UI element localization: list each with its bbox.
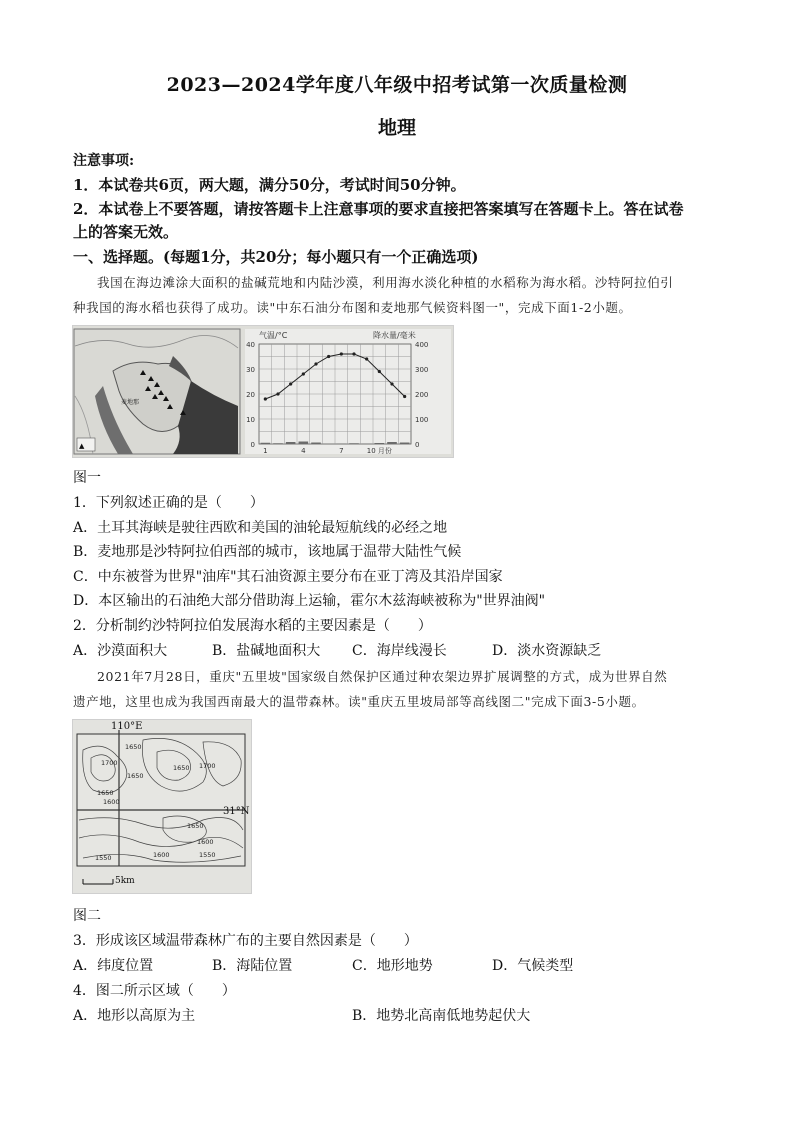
precipitation-bar: [273, 443, 283, 444]
contour-label: 1650: [127, 772, 144, 780]
map-city-label: 麦地那: [121, 399, 140, 406]
q2-stem: 2．分析制约沙特阿拉伯发展海水稻的主要因素是（ ）: [73, 618, 432, 634]
chart-x-tick-label: 1: [263, 447, 268, 455]
chart-left-tick-label: 0: [250, 441, 255, 449]
passage-1-line-2: 种我国的海水稻也获得了成功。读"中东石油分布图和麦地那气候资料图一"，完成下面1-2小题。: [73, 300, 632, 315]
temperature-point: [264, 397, 267, 400]
scale-label: 5km: [115, 876, 135, 886]
q3-option-c[interactable]: C．地形地势: [352, 958, 433, 974]
q1-option-d[interactable]: D．本区输出的石油绝大部分借助海上运输，霍尔木兹海峡被称为"世界油阀": [73, 593, 546, 609]
contour-label: 1650: [97, 789, 114, 797]
latitude-label: 31°N: [223, 806, 250, 817]
longitude-label: 110°E: [111, 721, 143, 732]
passage-2-line-1: 2021年7月28日，重庆"五里坡"国家级自然保护区通过种农架边界扩展调整的方式，成为世界自然: [97, 669, 668, 684]
passage-1-line-1: 我国在海边滩涂大面积的盐碱荒地和内陆沙漠，利用海水淡化种植的水稻称为海水稻。沙特阿拉伯引: [97, 275, 674, 290]
q2-option-c[interactable]: C．海岸线漫长: [352, 643, 447, 659]
chart-right-tick-label: 300: [415, 366, 429, 374]
chart-right-axis-title: 降水量/毫米: [373, 331, 416, 340]
q2-option-b[interactable]: B．盐碱地面积大: [212, 643, 321, 659]
precipitation-bar: [311, 443, 321, 445]
q3-option-a[interactable]: A．纬度位置: [73, 958, 154, 974]
notes-heading: 注意事项:: [73, 153, 135, 169]
chart-left-tick-label: 30: [246, 366, 255, 374]
notes-item-1: 1．本试卷共6页，两大题，满分50分，考试时间50分钟。: [73, 176, 466, 194]
precipitation-bar: [261, 443, 271, 444]
figure-1-svg: [73, 326, 453, 457]
q3-option-d[interactable]: D．气候类型: [492, 958, 574, 974]
figure-1-caption: 图一: [73, 470, 101, 486]
contour-label: 1650: [173, 764, 190, 772]
passage-2-line-2: 遗产地，这里也成为我国西南最大的温带森林。读"重庆五里坡局部等高线图二"完成下面3-5小题。: [73, 694, 645, 709]
chart-left-tick-label: 20: [246, 391, 255, 399]
subject-title: 地理: [377, 117, 416, 139]
contour-label: 1700: [199, 762, 216, 770]
chart-x-tick-label: 7: [339, 447, 344, 455]
temperature-point: [289, 382, 292, 385]
notes-item-2-line-2: 上的答案无效。: [73, 223, 179, 241]
q4-stem: 4．图二所示区域（ ）: [73, 983, 236, 999]
contour-label: 1550: [95, 854, 112, 862]
temperature-point: [365, 357, 368, 360]
temperature-point: [403, 395, 406, 398]
figure-2-caption: 图二: [73, 908, 101, 924]
precipitation-bar: [337, 444, 347, 445]
exam-title: 2023—2024学年度八年级中招考试第一次质量检测: [166, 74, 628, 96]
map-legend-symbol: ▲: [79, 442, 85, 450]
q4-option-a[interactable]: A．地形以高原为主: [73, 1008, 196, 1024]
chart-right-tick-label: 200: [415, 391, 429, 399]
contour-label: 1600: [153, 851, 170, 859]
q4-option-b[interactable]: B．地势北高南低地势起伏大: [352, 1008, 531, 1024]
precipitation-bar: [375, 443, 385, 444]
temperature-point: [314, 362, 317, 365]
temperature-point: [276, 392, 279, 395]
temperature-point: [378, 370, 381, 373]
temperature-point: [302, 372, 305, 375]
chart-left-tick-label: 10: [246, 416, 255, 424]
section-heading: 一、选择题。(每题1分，共20分；每小题只有一个正确选项): [73, 248, 479, 266]
temperature-point: [352, 352, 355, 355]
chart-left-axis-title: 气温/°C: [259, 331, 288, 340]
q1-option-c[interactable]: C．中东被誉为世界"油库"其石油资源主要分布在亚丁湾及其沿岸国家: [73, 569, 503, 585]
precipitation-bar: [387, 442, 397, 444]
q3-option-b[interactable]: B．海陆位置: [212, 958, 293, 974]
precipitation-bar: [400, 443, 410, 445]
temperature-point: [390, 382, 393, 385]
chart-right-tick-label: 0: [415, 441, 420, 449]
figure-1: [72, 325, 454, 458]
chart-right-tick-label: 100: [415, 416, 429, 424]
q1-option-b[interactable]: B．麦地那是沙特阿拉伯西部的城市，该地属于温带大陆性气候: [73, 544, 462, 560]
temperature-point: [327, 355, 330, 358]
chart-right-tick-label: 400: [415, 341, 429, 349]
q3-stem: 3．形成该区域温带森林广布的主要自然因素是（ ）: [73, 933, 418, 949]
q1-stem: 1．下列叙述正确的是（ ）: [73, 495, 264, 511]
figure-2-svg: [73, 720, 251, 893]
contour-label: 1650: [187, 822, 204, 830]
temperature-point: [340, 352, 343, 355]
chart-x-tick-label: 4: [301, 447, 306, 455]
notes-item-2-line-1: 2．本试卷上不要答题，请按答题卡上注意事项的要求直接把答案填写在答题卡上。答在试卷: [73, 200, 684, 218]
precipitation-bar: [349, 443, 359, 444]
contour-label: 1600: [103, 798, 120, 806]
contour-label: 1700: [101, 759, 118, 767]
figure-2: [72, 719, 252, 894]
contour-label: 1550: [199, 851, 216, 859]
chart-x-tick-label: 10 月份: [366, 447, 392, 455]
q2-option-d[interactable]: D．淡水资源缺乏: [492, 643, 602, 659]
precipitation-bar: [299, 442, 309, 445]
chart-left-tick-label: 40: [246, 341, 255, 349]
precipitation-bar: [286, 442, 296, 444]
q2-option-a[interactable]: A．沙漠面积大: [73, 643, 168, 659]
contour-label: 1650: [125, 743, 142, 751]
contour-label: 1600: [197, 838, 214, 846]
q1-option-a[interactable]: A．土耳其海峡是驶往西欧和美国的油轮最短航线的必经之地: [73, 520, 448, 536]
